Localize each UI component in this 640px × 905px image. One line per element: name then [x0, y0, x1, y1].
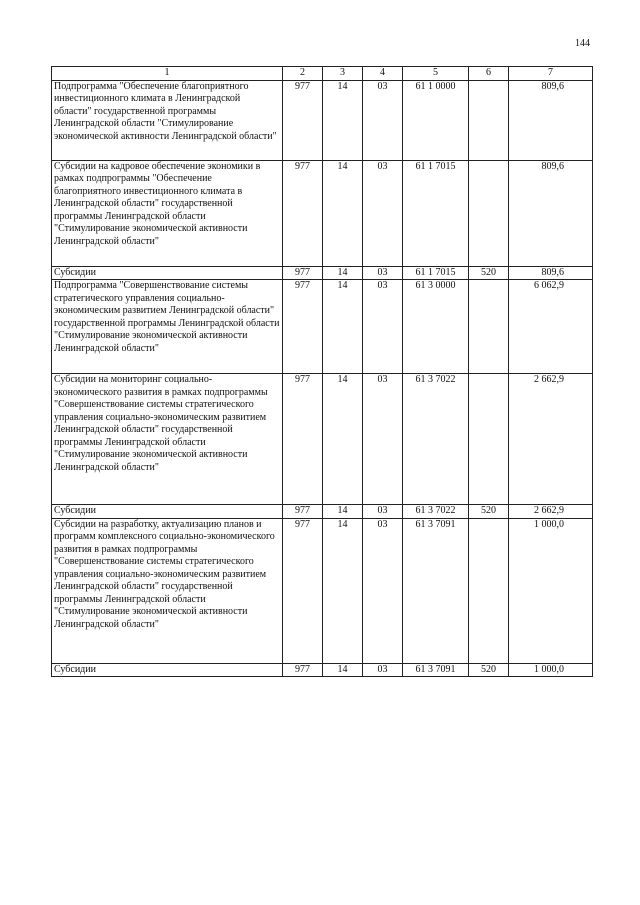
cell-subsection: 03: [363, 80, 403, 160]
cell-section: 14: [323, 505, 363, 519]
cell-ministry: 977: [283, 505, 323, 519]
cell-section: 14: [323, 518, 363, 663]
cell-subsection: 03: [363, 266, 403, 280]
cell-expense-type: [469, 160, 509, 266]
table-row: [52, 266, 593, 280]
table-row: [52, 160, 593, 266]
cell-amount: 2 662,9: [509, 505, 593, 519]
cell-ministry: 977: [283, 280, 323, 374]
cell-section: 14: [323, 160, 363, 266]
cell-amount: 809,6: [509, 160, 593, 266]
cell-ministry: 977: [283, 80, 323, 160]
cell-amount: 6 062,9: [509, 280, 593, 374]
cell-amount: 809,6: [509, 80, 593, 160]
cell-expense-type: 520: [469, 663, 509, 677]
header-cell: 7: [509, 67, 593, 81]
row-name: Субсидии на мониторинг социально-экономического развития в рамках подпрограммы "Совершенствование системы стратегического управления социально-экономическим развитием Ленинградской области" государственной программы Ленинградской области "Стимулирование экономической активности Ленинградской области": [52, 374, 283, 505]
cell-ministry: 977: [283, 160, 323, 266]
row-name: Субсидии на кадровое обеспечение экономики в рамках подпрограммы "Обеспечение благоприятного инвестиционного климата в Ленинградской области" государственной программы Ленинградской области "Стимулирование экономической активности Ленинградской области": [52, 160, 283, 266]
row-name: Субсидии на разработку, актуализацию планов и программ комплексного социально-экономического развития в рамках подпрограммы "Совершенствование системы стратегического управления социально-экономическим развитием Ленинградской области" государственной программы Ленинградской области "Стимулирование экономической активности Ленинградской области": [52, 518, 283, 663]
cell-section: 14: [323, 280, 363, 374]
table-row: [52, 280, 593, 374]
cell-ministry: 977: [283, 663, 323, 677]
table-row: [52, 518, 593, 663]
cell-target: 61 3 7091: [403, 663, 469, 677]
cell-expense-type: 520: [469, 266, 509, 280]
header-cell: 2: [283, 67, 323, 81]
cell-section: 14: [323, 266, 363, 280]
cell-amount: 1 000,0: [509, 518, 593, 663]
cell-subsection: 03: [363, 280, 403, 374]
cell-target: 61 3 7022: [403, 505, 469, 519]
page-number: 144: [575, 38, 590, 49]
cell-section: 14: [323, 663, 363, 677]
cell-expense-type: [469, 280, 509, 374]
row-name: Подпрограмма "Обеспечение благоприятного инвестиционного климата в Ленинградской области" государственной программы Ленинградской области "Стимулирование экономической активности Ленинградской области": [52, 80, 283, 160]
cell-target: 61 1 0000: [403, 80, 469, 160]
cell-subsection: 03: [363, 374, 403, 505]
cell-ministry: 977: [283, 266, 323, 280]
header-cell: 6: [469, 67, 509, 81]
table-header-row: [52, 67, 593, 81]
cell-expense-type: [469, 518, 509, 663]
row-name: Подпрограмма "Совершенствование системы стратегического управления социально-экономическим развитием Ленинградской области" государственной программы Ленинградской области "Стимулирование экономической активности Ленинградской области": [52, 280, 283, 374]
cell-target: 61 3 0000: [403, 280, 469, 374]
table-row: [52, 374, 593, 505]
cell-target: 61 1 7015: [403, 160, 469, 266]
cell-expense-type: [469, 80, 509, 160]
cell-amount: 1 000,0: [509, 663, 593, 677]
cell-expense-type: 520: [469, 505, 509, 519]
cell-target: 61 3 7022: [403, 374, 469, 505]
cell-subsection: 03: [363, 663, 403, 677]
cell-amount: 809,6: [509, 266, 593, 280]
cell-ministry: 977: [283, 374, 323, 505]
cell-subsection: 03: [363, 505, 403, 519]
row-name: Субсидии: [52, 663, 283, 677]
cell-target: 61 3 7091: [403, 518, 469, 663]
row-name: Субсидии: [52, 266, 283, 280]
budget-table: [51, 66, 593, 677]
cell-target: 61 1 7015: [403, 266, 469, 280]
table-row: [52, 663, 593, 677]
header-cell: 5: [403, 67, 469, 81]
cell-section: 14: [323, 80, 363, 160]
table-row: [52, 80, 593, 160]
cell-subsection: 03: [363, 518, 403, 663]
cell-ministry: 977: [283, 518, 323, 663]
header-cell: 4: [363, 67, 403, 81]
cell-section: 14: [323, 374, 363, 505]
table-row: [52, 505, 593, 519]
cell-subsection: 03: [363, 160, 403, 266]
header-cell: 1: [52, 67, 283, 81]
header-cell: 3: [323, 67, 363, 81]
row-name: Субсидии: [52, 505, 283, 519]
cell-amount: 2 662,9: [509, 374, 593, 505]
cell-expense-type: [469, 374, 509, 505]
